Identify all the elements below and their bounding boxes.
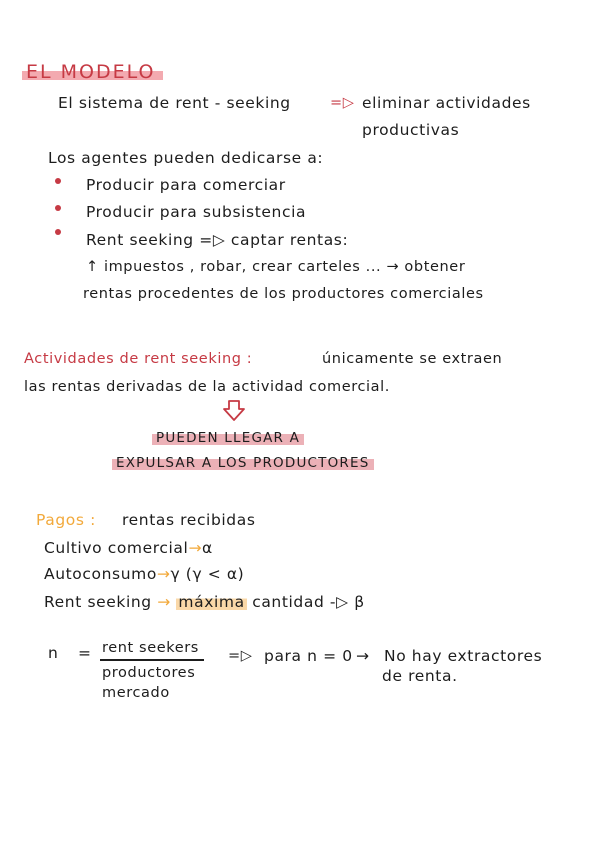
bullet-item-comerciar: Producir para comerciar [86,176,286,194]
formula-denominator-line2: mercado [102,685,170,701]
formula-denominator-line1: productores [102,665,196,681]
formula-equals: = [78,644,92,662]
payments-heading-rest: rentas recibidas [122,511,256,529]
formula-variable: n [48,644,59,662]
agents-detail-line2: rentas procedentes de los productores comerciales [83,286,484,302]
page-title: EL MODELO [22,62,163,82]
payment-row-autoconsumo-value: γ (γ < α) [170,565,245,583]
callout-line2-text: EXPULSAR A LOS PRODUCTORES [112,455,374,471]
payment-row-cultivo [44,538,213,558]
agents-detail-line1: ↑ impuestos , robar, crear carteles ... → obtener [86,259,466,275]
payment-row-rent-seeking [44,592,365,612]
bullet-dot [55,205,61,211]
payment-arrow: → [188,539,203,557]
agents-lead: Los agentes pueden dedicarse a: [48,149,324,167]
callout-line1 [152,428,304,448]
formula-implies-arrow: =▷ [228,648,253,664]
bullet-item-rent-seeking: Rent seeking =▷ captar rentas: [86,231,349,249]
intro-line1-left: El sistema de rent - seeking [58,94,291,112]
bullet-dot [55,178,61,184]
bullet-item-subsistencia: Producir para subsistencia [86,203,307,221]
payment-arrow: → [157,593,171,611]
activities-text2: las rentas derivadas de la actividad comercial. [24,379,390,395]
payment-row-cultivo-value: α [202,539,213,557]
payment-row-cultivo-label: Cultivo comercial [44,539,189,557]
formula-numerator: rent seekers [102,640,199,656]
payment-row-rent-seeking-label: Rent seeking [44,593,152,611]
activities-heading: Actividades de rent seeking : [24,351,253,367]
callout-line1-text: PUEDEN LLEGAR A [152,430,304,446]
formula-then-arrow: → [356,647,370,665]
payment-arrow: → [156,565,171,583]
bullet-dot [55,229,61,235]
intro-line2: productivas [362,121,460,139]
formula-result-line2: de renta. [382,667,458,685]
payments-heading: Pagos : [36,511,96,529]
payment-row-autoconsumo [44,564,244,584]
intro-line1-right: eliminar actividades [362,94,531,112]
payment-row-rent-seeking-value: β [354,593,365,611]
payment-row-autoconsumo-label: Autoconsumo [44,565,157,583]
payment-row-rent-seeking-rest: cantidad -▷ [252,593,349,611]
down-arrow-icon [222,400,246,422]
formula-result-line1: No hay extractores [384,647,543,665]
formula-condition: para n = 0 [264,647,353,665]
activities-text1: únicamente se extraen [322,351,503,367]
payment-row-rent-seeking-highlight: máxima [178,593,245,611]
intro-implies-arrow: =▷ [330,95,355,111]
fraction-bar [100,659,204,661]
callout-line2 [112,453,374,473]
